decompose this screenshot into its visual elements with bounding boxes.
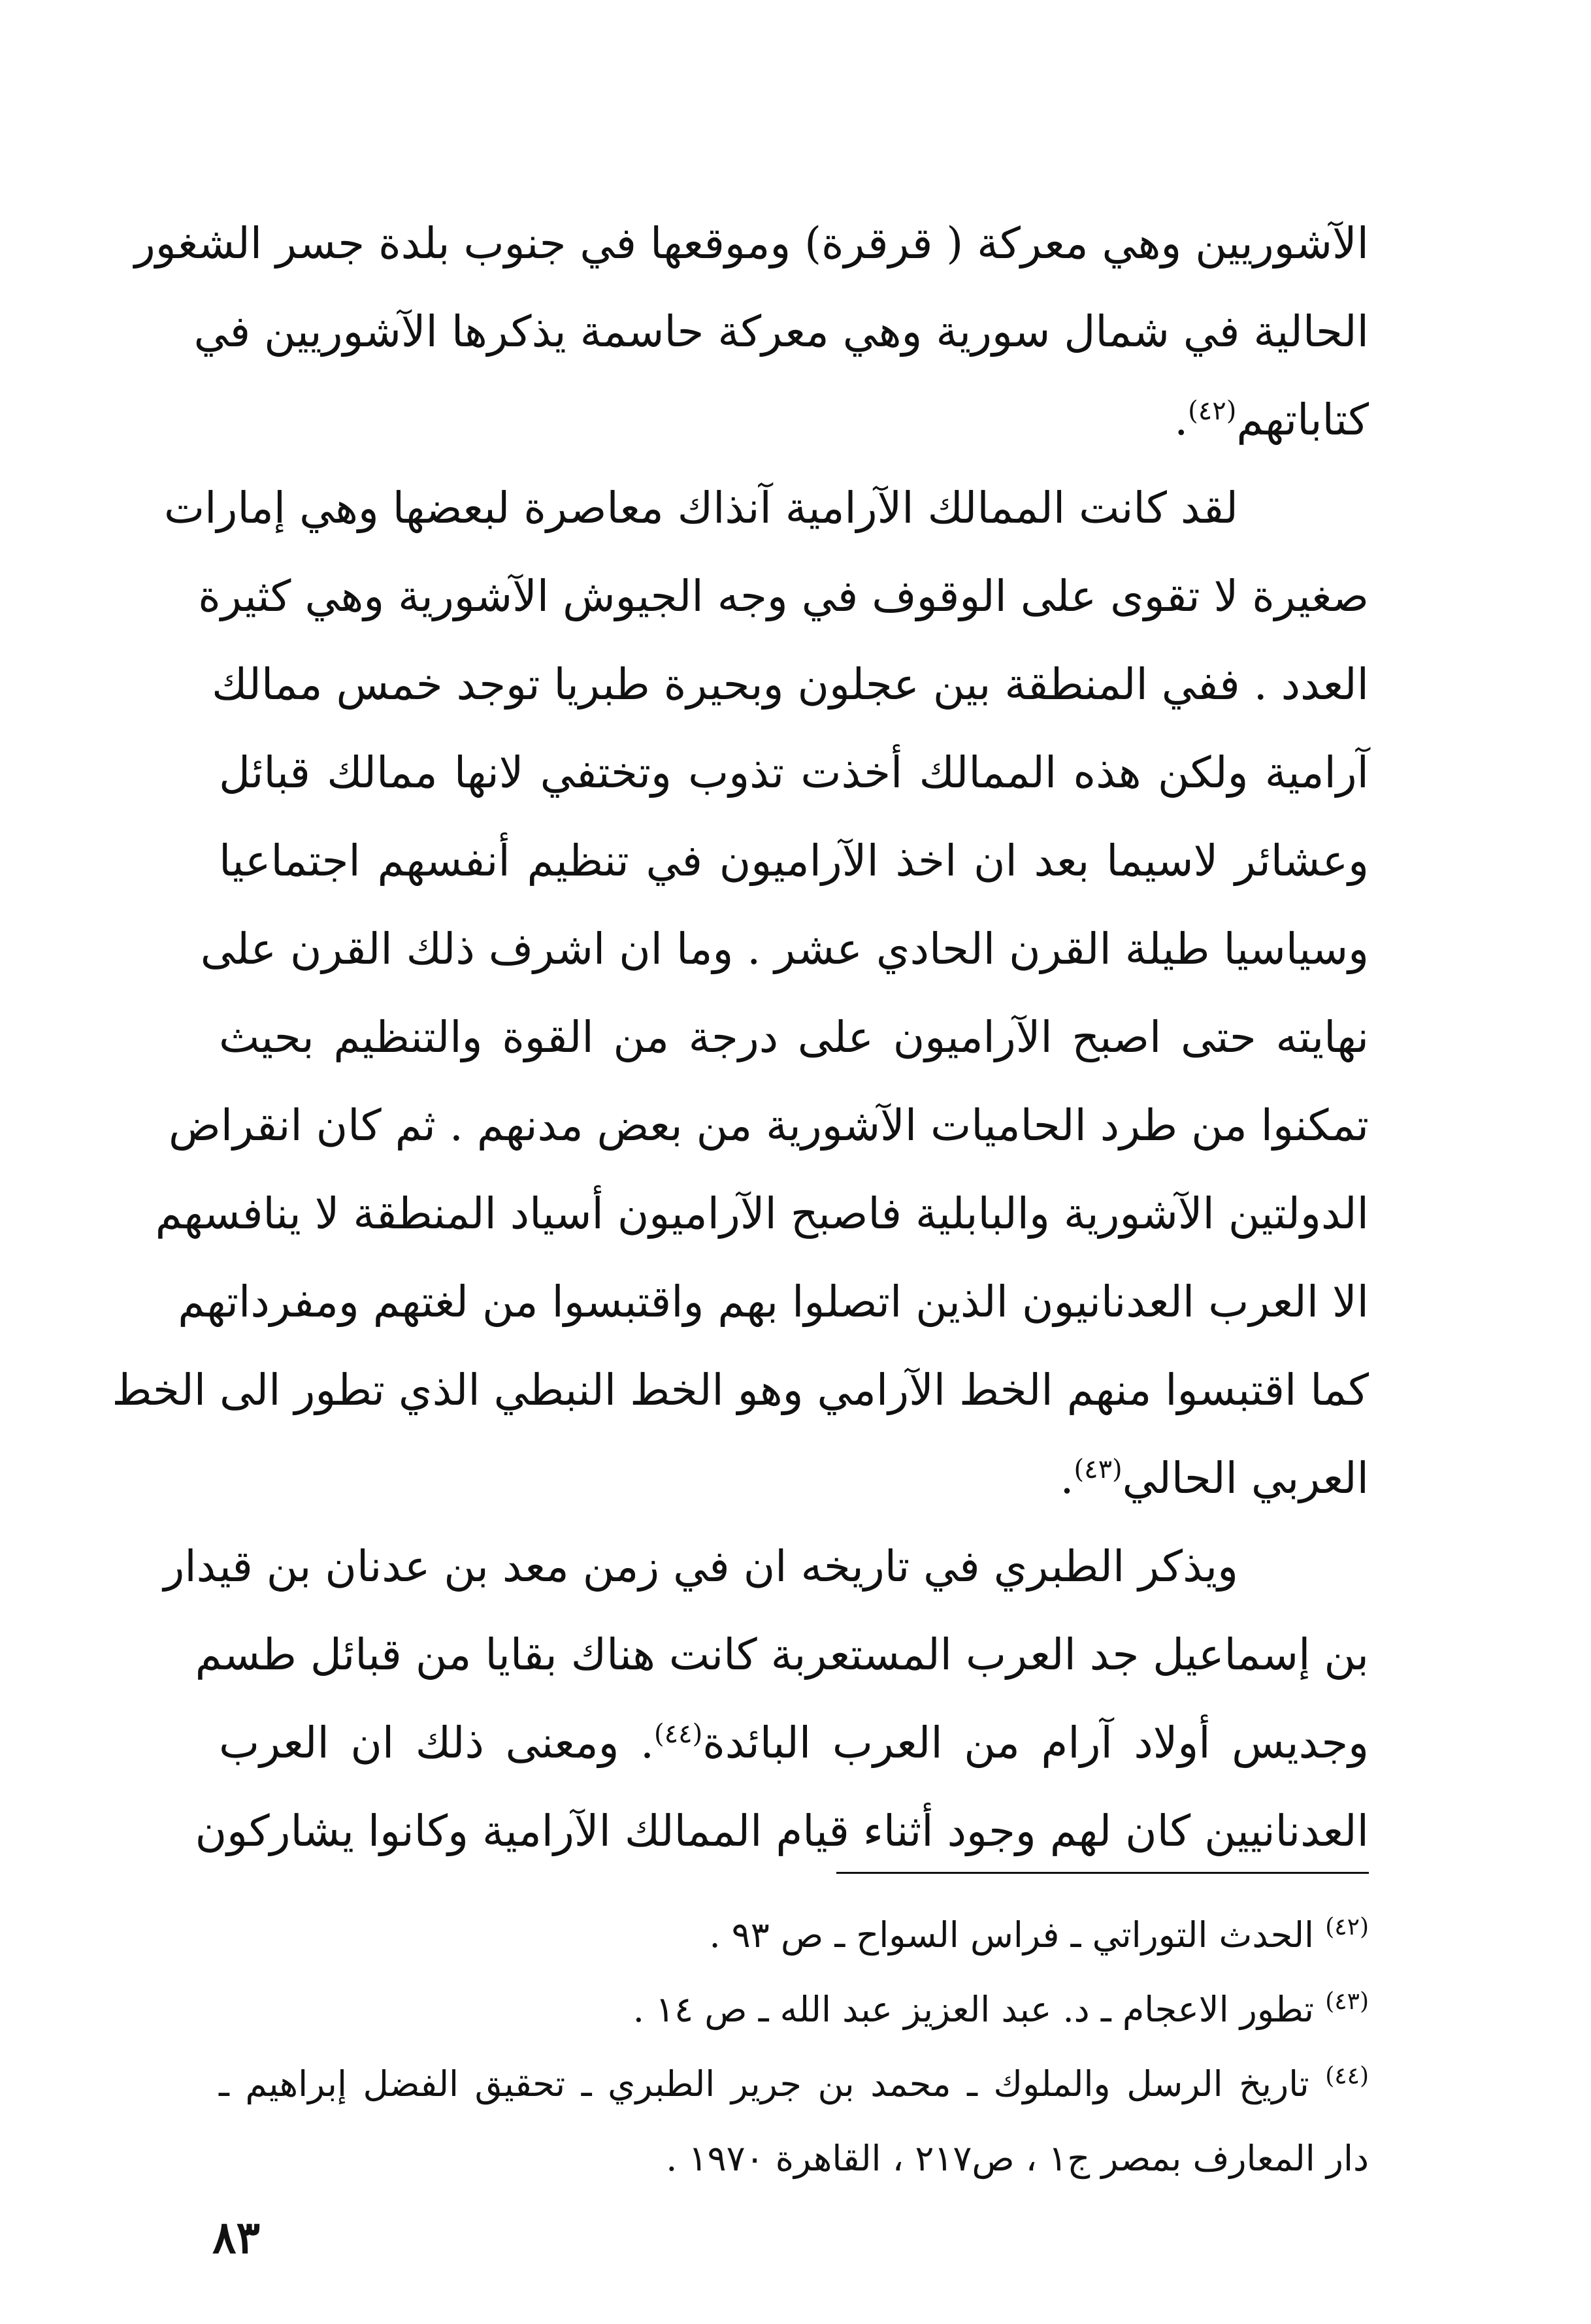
text-line: العدنانيين كان لهم وجود أثناء قيام الممالك الآرامية وكانوا يشاركون xyxy=(195,1806,1369,1856)
text-line: بن إسماعيل جد العرب المستعربة كانت هناك بقايا من قبائل طسم xyxy=(195,1629,1369,1680)
footnote-number: (٤٣) xyxy=(1325,1988,1369,2015)
body-text xyxy=(112,199,1369,1875)
period: . xyxy=(1174,395,1189,445)
text-line: ويذكر الطبري في تاريخه ان في زمن معد بن عدنان بن قيدار xyxy=(163,1541,1238,1592)
text-line: العدد . ففي المنطقة بين عجلون وبحيرة طبريا توجد خمس ممالك xyxy=(212,659,1369,710)
text-fragment: وجديس أولاد آرام من العرب البائدة xyxy=(702,1718,1369,1768)
text-line: الا العرب العدنانيون الذين اتصلوا بهم واقتبسوا من لغتهم ومفرداتهم xyxy=(178,1277,1369,1327)
footnote-separator xyxy=(836,1872,1369,1874)
text-line xyxy=(219,376,1369,464)
footnote xyxy=(219,2047,1369,2121)
text-line: وسياسيا طيلة القرن الحادي عشر . وما ان اشرف ذلك القرن على xyxy=(200,924,1369,974)
text-line: تمكنوا من طرد الحاميات الآشورية من بعض مدنهم . ثم كان انقراض xyxy=(169,1100,1369,1151)
text-line: كما اقتبسوا منهم الخط الآرامي وهو الخط النبطي الذي تطور الى الخط xyxy=(112,1365,1369,1415)
period: . xyxy=(1060,1453,1074,1503)
text-line: لقد كانت الممالك الآرامية آنذاك معاصرة لبعضها وهي إمارات xyxy=(163,483,1238,533)
text-line: الدولتين الآشورية والبابلية فاصبح الآراميون أسياد المنطقة لا ينافسهم xyxy=(155,1188,1369,1239)
footnote-reference: (٤٤) xyxy=(654,1719,703,1749)
text-line xyxy=(219,1434,1369,1522)
text-line xyxy=(219,1699,1369,1787)
text-line: آرامية ولكن هذه الممالك أخذت تذوب وتختفي لانها ممالك قبائل xyxy=(219,747,1369,798)
footnote-reference: (٤٢) xyxy=(1188,396,1237,426)
text-line: نهايته حتى اصبح الآراميون على درجة من القوة والتنظيم بحيث xyxy=(219,1012,1369,1062)
footnotes xyxy=(219,1898,1369,2196)
text-line: الحالية في شمال سورية وهي معركة حاسمة يذكرها الآشوريين في xyxy=(193,306,1369,357)
text-fragment: . ومعنى ذلك ان العرب xyxy=(219,1718,654,1768)
footnote xyxy=(219,1972,1369,2047)
footnote-reference: (٤٣) xyxy=(1074,1454,1123,1484)
footnote-text: الحدث التوراتي ـ فراس السواح ـ ص ٩٣ . xyxy=(709,1914,1315,1956)
footnote-continuation: دار المعارف بمصر ج١ ، ص٢١٧ ، القاهرة ١٩٧٠ . xyxy=(666,2138,1369,2179)
footnote-number: (٤٤) xyxy=(1325,2063,1369,2089)
text-fragment: كتاباتهم xyxy=(1236,395,1369,445)
text-fragment: العربي الحالي xyxy=(1122,1453,1369,1503)
footnote-text: تطور الاعجام ـ د. عبد العزيز عبد الله ـ ص ١٤ . xyxy=(632,1989,1315,2030)
footnote-text: تاريخ الرسل والملوك ـ محمد بن جرير الطبري ـ تحقيق الفضل إبراهيم ـ xyxy=(219,2063,1309,2104)
text-line: وعشائر لاسيما بعد ان اخذ الآراميون في تنظيم أنفسهم اجتماعيا xyxy=(219,836,1369,886)
page-number: ٨٣ xyxy=(212,2212,261,2264)
text-line: الآشوريين وهي معركة ( قرقرة) وموقعها في جنوب بلدة جسر الشغور xyxy=(134,218,1369,269)
footnote xyxy=(219,1898,1369,1972)
footnote-number: (٤٢) xyxy=(1325,1914,1369,1940)
text-line: صغيرة لا تقوى على الوقوف في وجه الجيوش الآشورية وهي كثيرة xyxy=(198,571,1369,621)
